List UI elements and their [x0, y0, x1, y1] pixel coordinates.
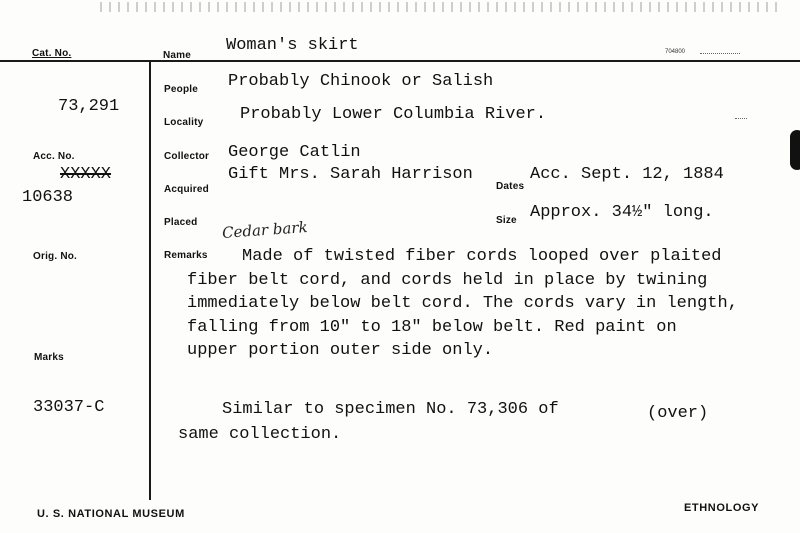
header-small-number: 704800 [665, 49, 686, 55]
orig-no-label: Orig. No. [33, 251, 78, 262]
name-label: Name [163, 50, 192, 61]
collector-label: Collector [164, 151, 210, 162]
placed-label: Placed [164, 217, 198, 228]
similar-specimen-line-1: Similar to specimen No. 73,306 of [222, 400, 559, 419]
dates-value: Acc. Sept. 12, 1884 [530, 165, 724, 184]
top-edge-marks [100, 2, 780, 12]
remarks-line: upper portion outer side only. [187, 341, 494, 360]
people-label: People [164, 84, 198, 95]
people-value: Probably Chinook or Salish [228, 72, 494, 91]
marks-label: Marks [34, 352, 64, 363]
acquired-label: Acquired [164, 184, 209, 195]
locality-dash [735, 118, 747, 119]
size-label: Size [496, 215, 517, 226]
remarks-line: falling from 10" to 18" below belt. Red paint on [187, 317, 677, 337]
handwritten-note: Cedar bark [221, 218, 309, 242]
remarks-line: immediately below belt cord. The cords vary in length, [187, 294, 738, 313]
dates-label: Dates [496, 181, 525, 192]
locality-value: Probably Lower Columbia River. [240, 105, 547, 124]
acc-no-label: Acc. No. [33, 151, 75, 162]
header-rule [0, 60, 800, 62]
department-footer: ETHNOLOGY [684, 502, 760, 514]
header-dash [700, 53, 740, 54]
size-value: Approx. 34½" long. [530, 203, 714, 222]
name-value: Woman's skirt [226, 36, 359, 55]
collector-value: George Catlin [228, 143, 361, 162]
marks-value: 33037-C [33, 398, 105, 417]
museum-footer: U. S. NATIONAL MUSEUM [37, 508, 185, 520]
remarks-text [187, 245, 787, 363]
hole-punch-mark [790, 130, 800, 170]
remarks-label: Remarks [164, 250, 208, 261]
cat-no-value: 73,291 [58, 97, 120, 116]
cat-no-label: Cat. No. [32, 48, 72, 59]
remarks-line: fiber belt cord, and cords held in place by twining [187, 270, 708, 290]
similar-specimen-line-2: same collection. [178, 425, 342, 444]
left-column-rule [149, 60, 151, 500]
over-note: (over) [647, 404, 709, 423]
acc-no-struck-value: XXXXX [60, 165, 112, 184]
locality-label: Locality [164, 117, 204, 128]
acc-no-value: 10638 [22, 188, 74, 207]
acquired-value: Gift Mrs. Sarah Harrison [228, 165, 473, 184]
remarks-line: Made of twisted fiber cords looped over plaited [242, 247, 722, 266]
